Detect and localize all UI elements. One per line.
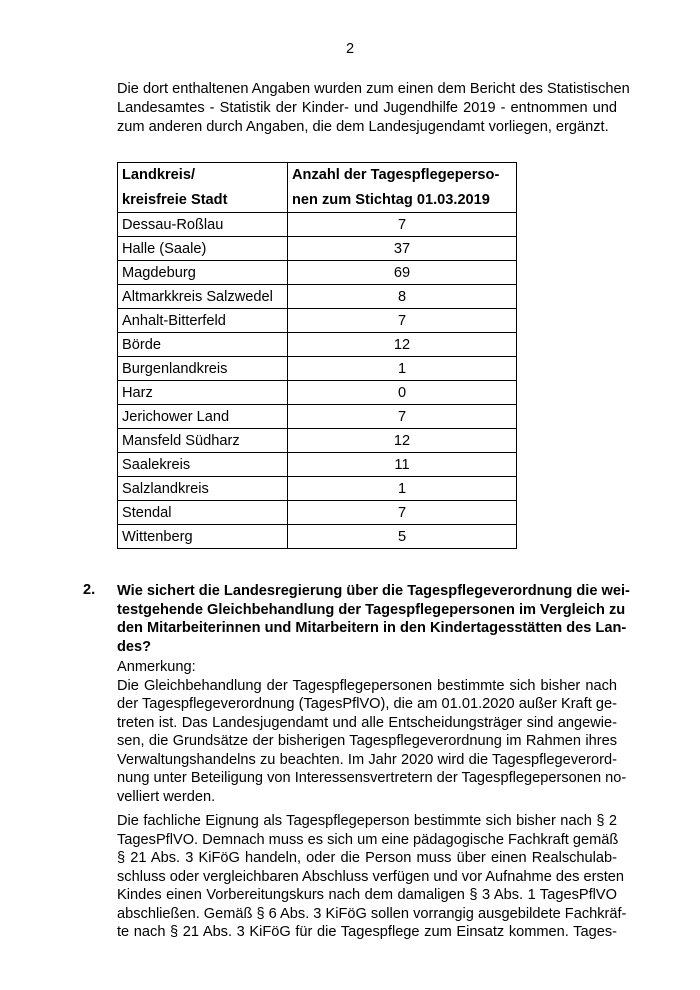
answer-line: sen, die Grundsätze der bisherigen Tagespflegeverordnung im Rahmen ihres [117,733,617,749]
table-row [118,501,517,525]
district-cell: Saalekreis [118,453,288,477]
count-cell: 12 [288,333,517,357]
answer-line: § 21 Abs. 3 KiFöG handeln, oder die Person muss über einen Realschulab- [117,850,617,866]
table-row [118,357,517,381]
district-cell: Halle (Saale) [118,237,288,261]
district-cell: Mansfeld Südharz [118,429,288,453]
question-number: 2. [83,582,96,598]
district-cell: Salzlandkreis [118,477,288,501]
question-line: testgehende Gleichbehandlung der Tagespflegepersonen im Vergleich zu [117,601,626,618]
district-cell: Burgenlandkreis [118,357,288,381]
table-row [118,381,517,405]
count-cell: 1 [288,357,517,381]
count-cell: 12 [288,429,517,453]
district-cell: Wittenberg [118,525,288,549]
table-row [118,525,517,549]
intro-line: Die dort enthaltenen Angaben wurden zum einen dem Bericht des Statistischen [117,81,630,97]
count-cell: 5 [288,525,517,549]
answer-line: Die fachliche Eignung als Tagespflegeperson bestimmte sich bisher nach § 2 [117,813,617,829]
table-row [118,333,517,357]
count-cell: 1 [288,477,517,501]
header-count: Anzahl der Tagespflegeperso- [288,163,517,188]
header-district: kreisfreie Stadt [118,188,288,213]
table-row [118,285,517,309]
intro-line: Landesamtes - Statistik der Kinder- und Jugendhilfe 2019 - entnommen und [117,100,617,116]
intro-line: zum anderen durch Angaben, die dem Landesjugendamt vorliegen, ergänzt. [117,119,609,135]
question-line: des? [117,638,152,655]
district-cell: Altmarkkreis Salzwedel [118,285,288,309]
district-cell: Stendal [118,501,288,525]
question-line: den Mitarbeiterinnen und Mitarbeitern in den Kindertagesstätten des Lan- [117,620,627,636]
district-cell: Dessau-Roßlau [118,213,288,237]
table-header-row [118,188,517,213]
district-cell: Börde [118,333,288,357]
answer-line: abschließen. Gemäß § 6 Abs. 3 KiFöG sollen vorrangig ausgebildete Fachkräf- [117,905,627,922]
count-cell: 7 [288,309,517,333]
count-cell: 0 [288,381,517,405]
count-cell: 37 [288,237,517,261]
answer-line: velliert werden. [117,788,216,805]
table-row [118,429,517,453]
answer-line: te nach § 21 Abs. 3 KiFöG für die Tagespflege zum Einsatz kommen. Tages- [117,924,617,940]
district-cell: Magdeburg [118,261,288,285]
count-cell: 69 [288,261,517,285]
table-row [118,261,517,285]
count-cell: 11 [288,453,517,477]
count-cell: 8 [288,285,517,309]
answer-paragraph-2 [117,812,627,942]
answer-label: Anmerkung: [117,659,196,675]
answer-line: der Tagespflegeverordnung (TagesPflVO), die am 01.01.2020 außer Kraft ge- [117,696,617,712]
count-cell: 7 [288,213,517,237]
question-text [117,582,630,656]
table-row [118,453,517,477]
count-cell: 7 [288,501,517,525]
district-cell: Jerichower Land [118,405,288,429]
question-line: Wie sichert die Landesregierung über die Tagespflegeverordnung die wei- [117,583,630,599]
answer-line: Die Gleichbehandlung der Tagespflegepersonen bestimmte sich bisher nach [117,677,617,694]
table-row [118,477,517,501]
count-cell: 7 [288,405,517,429]
page-number: 2 [345,41,355,57]
answer-line: nung unter Beteiligung von Interessensvertretern der Tagespflegepersonen no- [117,770,627,786]
answer-line: TagesPflVO. Demnach muss es sich um eine pädagogische Fachkraft gemäß [117,831,619,848]
table-row [118,405,517,429]
header-count: nen zum Stichtag 01.03.2019 [288,188,517,213]
answer-line: Kindes einen Vorbereitungskurs nach dem damaligen § 3 Abs. 1 TagesPflVO [117,887,617,903]
district-table [117,162,517,549]
answer-paragraph-1 [117,658,627,806]
intro-paragraph [117,80,630,137]
answer-line: schluss oder vergleichbaren Abschluss verfügen und vor Aufnahme des ersten [117,868,625,885]
table-row [118,237,517,261]
answer-line: treten ist. Das Landesjugendamt und alle Entscheidungsträger sind angewie- [117,714,617,731]
header-district: Landkreis/ [118,163,288,188]
table-header-row [118,163,517,188]
district-cell: Harz [118,381,288,405]
table-row [118,309,517,333]
district-cell: Anhalt-Bitterfeld [118,309,288,333]
table-row [118,213,517,237]
answer-line: Verwaltungshandelns zu beachten. Im Jahr 2020 wird die Tagespflegeverord- [117,751,617,768]
